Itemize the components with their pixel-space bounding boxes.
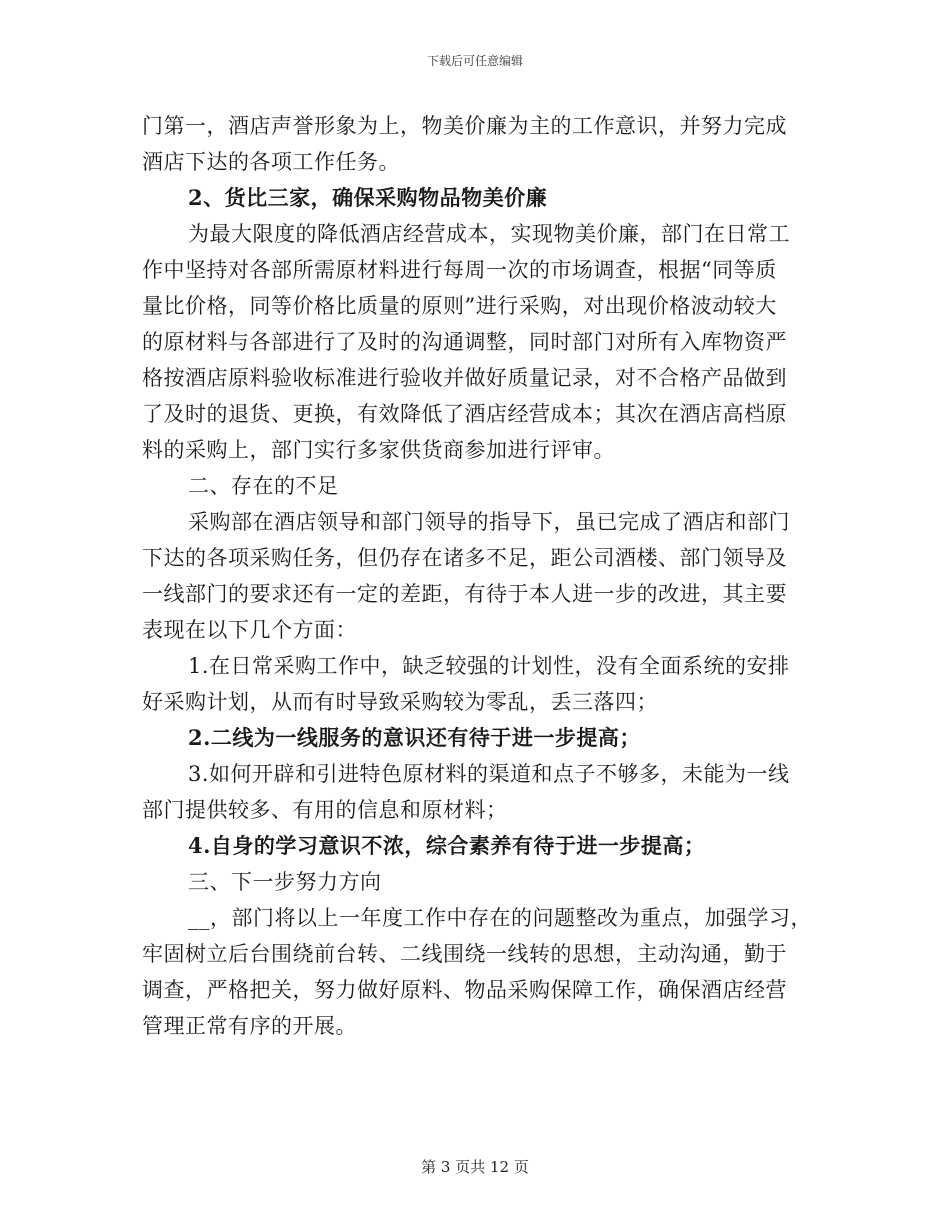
- text-line: 料的采购上，部门实行多家供货商参加进行评审。: [142, 438, 615, 462]
- text-line: 好采购计划，从而有时导致采购较为零乱，丢三落四；: [142, 690, 658, 714]
- heading-line: 2.二线为一线服务的意识还有待于进一步提高；: [188, 725, 641, 750]
- text-line: 门第一，酒店声誉形象为上，物美价廉为主的工作意识，并努力完成: [142, 114, 787, 138]
- text-line: 表现在以下几个方面：: [142, 618, 357, 642]
- text-line: 采购部在酒店领导和部门领导的指导下，虽已完成了酒店和部门: [188, 510, 790, 534]
- text-line: 3.如何开辟和引进特色原材料的渠道和点子不够多，未能为一线: [188, 762, 790, 786]
- page-header: 下载后可任意编辑: [426, 54, 523, 68]
- text-line: 的原材料与各部进行了及时的沟通调整，同时部门对所有入库物资严: [142, 330, 787, 354]
- document-body: [142, 108, 812, 1044]
- text-line: 格按酒店原料验收标准进行验收并做好质量记录，对不合格产品做到: [142, 366, 787, 390]
- text-line: 二、存在的不足: [188, 474, 339, 498]
- text-line: 管理正常有序的开展。: [142, 1014, 357, 1038]
- text-line: 部门提供较多、有用的信息和原材料；: [142, 798, 508, 822]
- text-line: 下达的各项采购任务，但仍存在诸多不足，距公司酒楼、部门领导及: [142, 546, 787, 570]
- text-line: __，部门将以上一年度工作中存在的问题整改为重点，加强学习，: [188, 906, 812, 930]
- text-line: 酒店下达的各项工作任务。: [142, 150, 400, 174]
- page-footer: 第 3 页共 12 页: [421, 1158, 529, 1176]
- text-line: 量比价格，同等价格比质量的原则”进行采购，对出现价格波动较大: [142, 294, 777, 318]
- text-line: 牢固树立后台围绕前台转、二线围绕一线转的思想，主动沟通，勤于: [142, 942, 787, 966]
- heading-line: 4.自身的学习意识不浓，综合素养有待于进一步提高；: [188, 833, 706, 858]
- text-line: 调查，严格把关，努力做好原料、物品采购保障工作，确保酒店经营: [142, 978, 787, 1002]
- text-line: 了及时的退货、更换，有效降低了酒店经营成本；其次在酒店高档原: [142, 402, 787, 426]
- text-line: 一线部门的要求还有一定的差距，有待于本人进一步的改进，其主要: [142, 582, 787, 606]
- text-line: 作中坚持对各部所需原材料进行每周一次的市场调查，根据“同等质: [142, 258, 777, 282]
- heading-line: 2、货比三家，确保采购物品物美价廉: [188, 185, 548, 210]
- text-line: 为最大限度的降低酒店经营成本，实现物美价廉，部门在日常工: [188, 222, 790, 246]
- text-line: 三、下一步努力方向: [188, 870, 382, 894]
- text-line: 1.在日常采购工作中，缺乏较强的计划性，没有全面系统的安排: [188, 654, 790, 678]
